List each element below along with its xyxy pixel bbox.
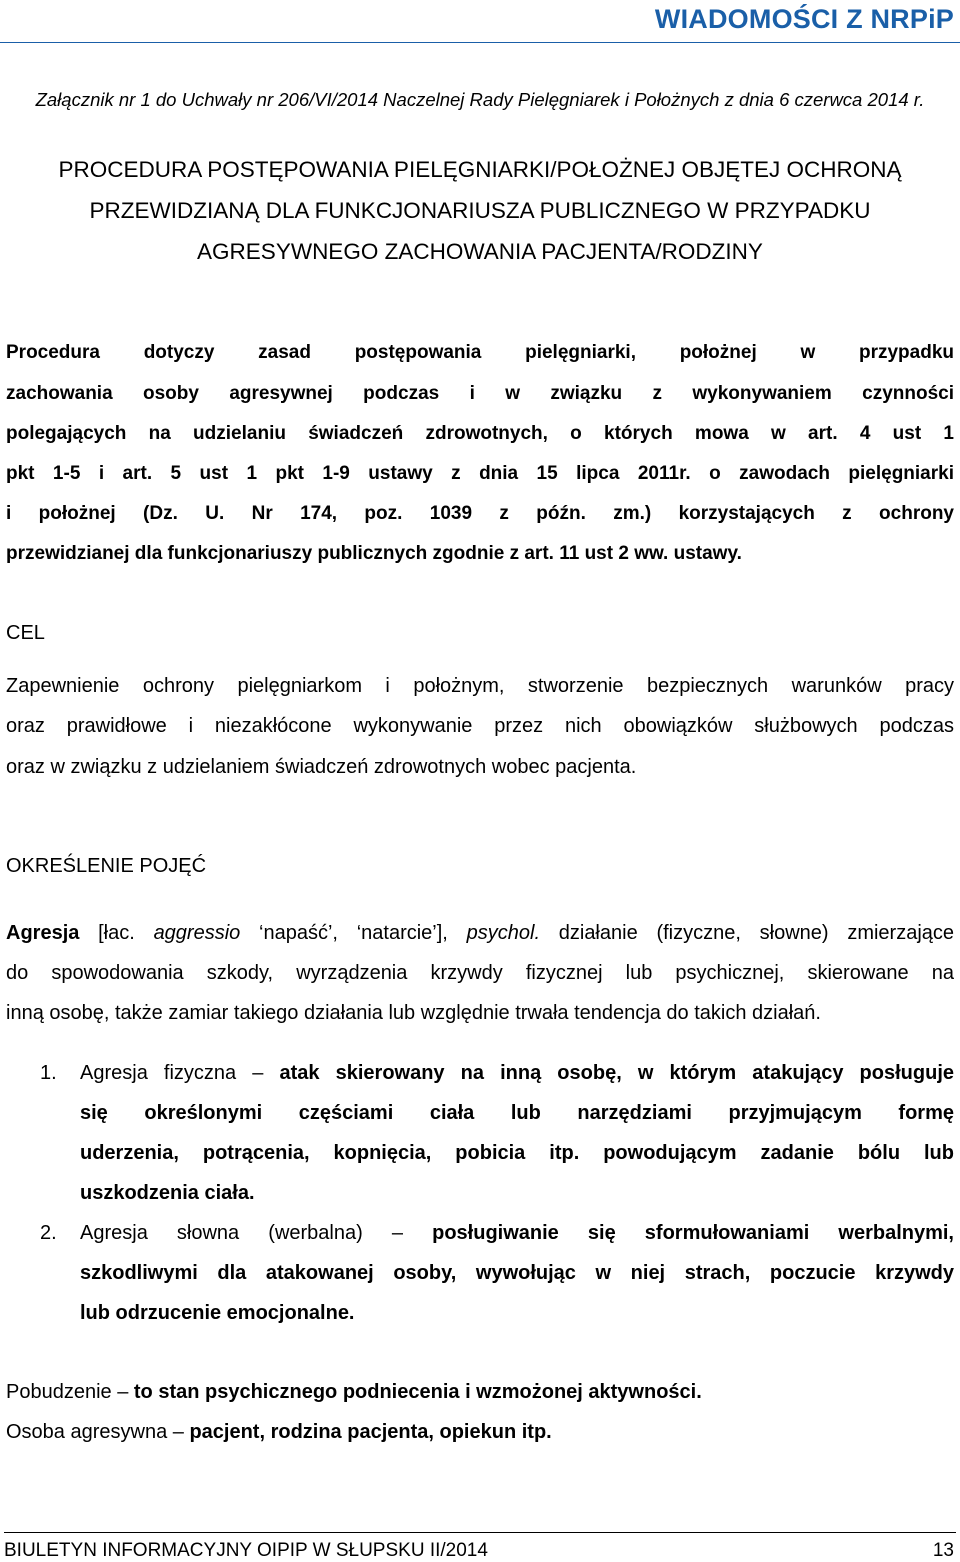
- list-item-line: lub odrzucenie emocjonalne.: [80, 1302, 355, 1324]
- list-item-line: [80, 1062, 954, 1085]
- header-divider: [0, 42, 960, 43]
- list-item-line: się określonymi częściami ciała lub narzędziami przyjmującym formę: [80, 1102, 954, 1124]
- agresja-term: Agresja: [6, 922, 80, 944]
- intro-line: zachowania osoby agresywnej podczas i w związku z wykonywaniem czynności: [6, 383, 954, 404]
- annex-note: Załącznik nr 1 do Uchwały nr 206/VI/2014 Naczelnej Rady Pielęgniarek i Położnych z dnia 6 czerwca 2014 r.: [35, 89, 925, 110]
- page-number: 13: [932, 1540, 954, 1561]
- cel-line: oraz prawidłowe i niezakłócone wykonywanie przez nich obowiązków służbowych podczas: [6, 715, 954, 737]
- list-item-label: Agresja słowna (werbalna) –: [80, 1222, 433, 1244]
- pobudzenie-text: to stan psychicznego podniecenia i wzmożonej aktywności.: [133, 1381, 702, 1403]
- agresja-line-1: [6, 922, 954, 945]
- pobudzenie-definition: [6, 1381, 954, 1404]
- intro-line: przewidzianej dla funkcjonariuszy publicznych zgodnie z art. 11 ust 2 ww. ustawy.: [6, 543, 742, 564]
- intro-line: i położnej (Dz. U. Nr 174, poz. 1039 z późn. zm.) korzystających z ochrony: [6, 503, 954, 524]
- agresja-translation: ‘napaść’, ‘natarcie’],: [240, 922, 467, 944]
- title-line-1: PROCEDURA POSTĘPOWANIA PIELĘGNIARKI/POŁOŻNEJ OBJĘTEJ OCHRONĄ: [58, 157, 902, 182]
- osoba-agresywna-term: Osoba agresywna –: [6, 1421, 190, 1443]
- header-title: WIADOMOŚCI Z NRPiP: [654, 4, 954, 34]
- list-item-line: uderzenia, potrącenia, kopnięcia, pobicia itp. powodującym zadanie bólu lub: [80, 1142, 954, 1164]
- agresja-line-2: do spowodowania szkody, wyrządzenia krzywdy fizycznej lub psychicznej, skierowane na: [6, 962, 954, 984]
- list-item-label: Agresja fizyczna –: [80, 1062, 280, 1084]
- agresja-bracket: [łac.: [79, 922, 154, 944]
- list-item-number: 2.: [40, 1222, 57, 1244]
- osoba-agresywna-text: pacjent, rodzina pacjenta, opiekun itp.: [189, 1421, 552, 1443]
- agresja-field: psychol.: [466, 922, 540, 944]
- cel-line: Zapewnienie ochrony pielęgniarkom i położnym, stworzenie bezpiecznych warunków pracy: [6, 675, 954, 697]
- intro-line: Procedura dotyczy zasad postępowania pielęgniarki, położnej w przypadku: [6, 342, 954, 363]
- list-item-number: 1.: [40, 1062, 57, 1084]
- title-line-2: PRZEWIDZIANĄ DLA FUNKCJONARIUSZA PUBLICZNEGO W PRZYPADKU: [89, 198, 871, 223]
- intro-line: polegających na udzielaniu świadczeń zdrowotnych, o których mowa w art. 4 ust 1: [6, 423, 954, 444]
- list-item-line: szkodliwymi dla atakowanej osoby, wywołując w niej strach, poczucie krzywdy: [80, 1262, 954, 1284]
- agresja-rest: działanie (fizyczne, słowne) zmierzające: [540, 922, 955, 944]
- list-item-line: [80, 1222, 954, 1245]
- definitions-heading: OKREŚLENIE POJĘĆ: [6, 855, 207, 877]
- intro-line: pkt 1-5 i art. 5 ust 1 pkt 1-9 ustawy z dnia 15 lipca 2011r. o zawodach pielęgniarki: [6, 463, 954, 484]
- cel-line: oraz w związku z udzielaniem świadczeń zdrowotnych wobec pacjenta.: [6, 756, 637, 778]
- title-line-3: AGRESYWNEGO ZACHOWANIA PACJENTA/RODZINY: [197, 239, 763, 264]
- agresja-line-3: inną osobę, także zamiar takiego działania lub względnie trwała tendencja do takich działań.: [6, 1002, 821, 1024]
- list-item-line: uszkodzenia ciała.: [80, 1182, 255, 1204]
- cel-heading: CEL: [6, 622, 45, 644]
- osoba-agresywna-definition: [6, 1421, 954, 1444]
- list-item-definition: posługiwanie się sformułowaniami werbalnymi,: [432, 1222, 954, 1244]
- pobudzenie-term: Pobudzenie –: [6, 1381, 134, 1403]
- footer-publication: BIULETYN INFORMACYJNY OIPIP W SŁUPSKU II/2014: [4, 1540, 488, 1561]
- agresja-latin: aggressio: [153, 922, 241, 944]
- list-item-definition: atak skierowany na inną osobę, w którym atakujący posługuje: [279, 1062, 954, 1084]
- footer-divider: [4, 1532, 956, 1533]
